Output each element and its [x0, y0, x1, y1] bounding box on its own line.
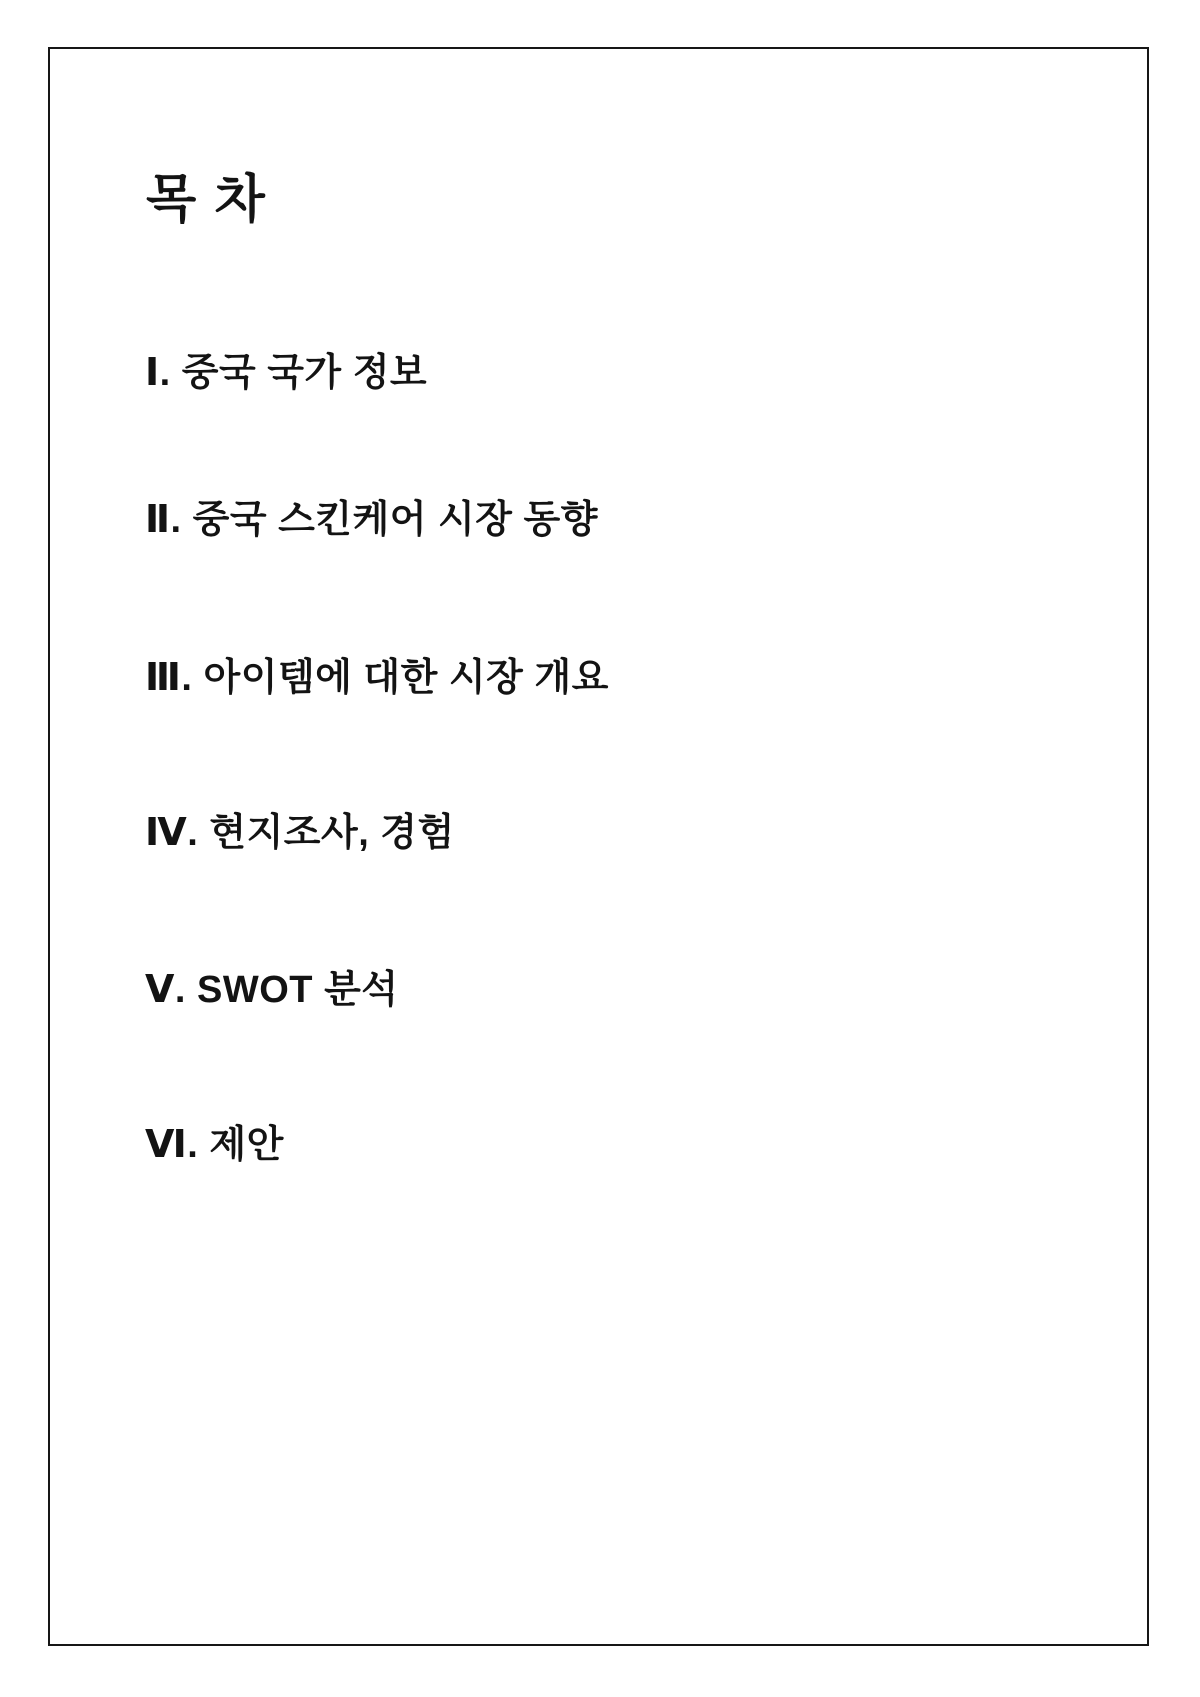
- toc-item-4: Ⅳ. 현지조사, 경험: [145, 812, 455, 854]
- toc-item-2: Ⅱ. 중국 스킨케어 시장 동향: [145, 499, 598, 541]
- page-title: 목 차: [146, 171, 267, 229]
- toc-item-3: Ⅲ. 아이템에 대한 시장 개요: [145, 657, 609, 699]
- toc-item-5: Ⅴ. SWOT 분석: [145, 969, 399, 1011]
- toc-item-6: Ⅵ. 제안: [145, 1124, 284, 1166]
- toc-item-1: Ⅰ. 중국 국가 정보: [145, 352, 428, 394]
